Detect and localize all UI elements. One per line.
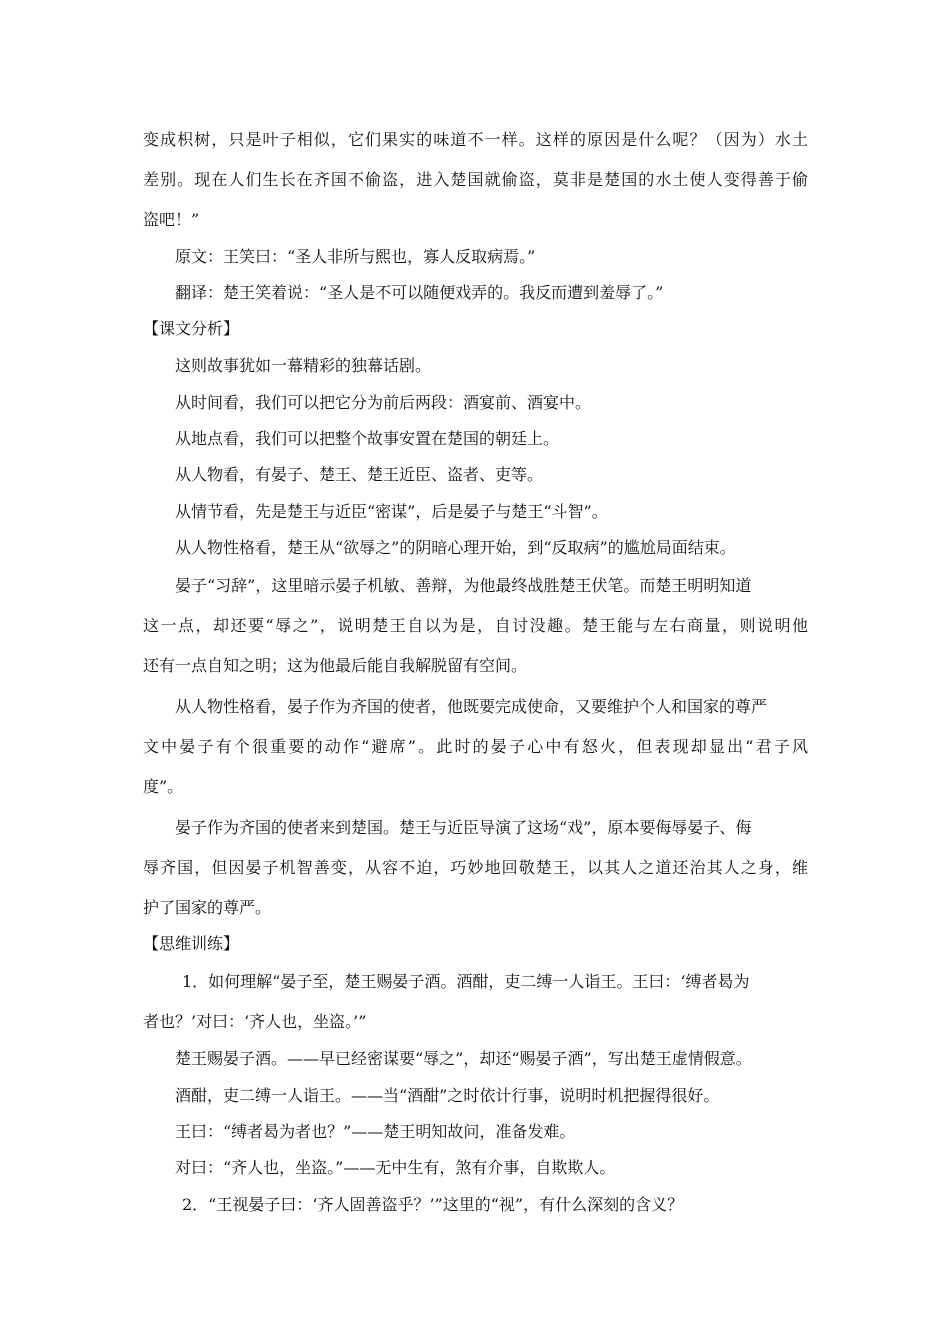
- text-line: 还有一点自知之明；这为他最后能自我解脱留有空间。: [143, 656, 528, 675]
- text-line: 变成枳树，只是叶子相似，它们果实的味道不一样。这样的原因是什么呢？（因为）水土: [143, 130, 808, 149]
- text-line: 晏子“习辞”，这里暗示晏子机敏、善辩，为他最终战胜楚王伏笔。而楚王明明知道: [175, 576, 752, 595]
- text-line: 这一点，却还要“辱之”，说明楚王自以为是，自讨没趣。楚王能与左右商量，则说明他: [143, 616, 808, 635]
- text-line: 度”。: [143, 777, 184, 796]
- answer-line: 对曰：“齐人也，坐盗。”——无中生有，煞有介事，自欺欺人。: [175, 1158, 616, 1177]
- text-line: 晏子作为齐国的使者来到楚国。楚王与近臣导演了这场“戏”，原本要侮辱晏子、侮: [175, 818, 752, 837]
- original-text-line: 原文：王笑曰：“圣人非所与熙也，寡人反取病焉。”: [175, 247, 536, 266]
- section-heading-thinking-training: 【思维训练】: [143, 934, 240, 953]
- text-line: 从人物性格看，楚王从“欲辱之”的阴暗心理开始，到“反取病”的尴尬局面结束。: [175, 538, 736, 557]
- text-line: 从时间看，我们可以把它分为前后两段：酒宴前、酒宴中。: [175, 393, 592, 412]
- text-line: 盗吧！”: [143, 210, 200, 229]
- question-line: 2．“王视晏子曰：‘齐人固善盗乎？’”这里的“视”，有什么深刻的含义？: [182, 1195, 684, 1214]
- text-line: 从地点看，我们可以把整个故事安置在楚国的朝廷上。: [175, 429, 560, 448]
- text-line: 从情节看，先是楚王与近臣“密谋”，后是晏子与楚王“斗智”。: [175, 502, 608, 521]
- translation-line: 翻译：楚王笑着说：“圣人是不可以随便戏弄的。我反而遭到羞辱了。”: [175, 283, 664, 302]
- text-line: 从人物看，有晏子、楚王、楚王近臣、盗者、吏等。: [175, 465, 544, 484]
- section-heading-text-analysis: 【课文分析】: [143, 319, 240, 338]
- text-line: 从人物性格看，晏子作为齐国的使者，他既要完成使命，又要维护个人和国家的尊严: [175, 697, 768, 716]
- text-line: 辱齐国，但因晏子机智善变，从容不迫，巧妙地回敬楚王，以其人之道还治其人之身，维: [143, 858, 808, 877]
- text-line: 护了国家的尊严。: [143, 898, 272, 917]
- answer-line: 王曰：“缚者曷为者也？”——楚王明知故问，准备发难。: [175, 1122, 576, 1141]
- answer-line: 楚王赐晏子酒。——早已经密谋要“辱之”，却还“赐晏子酒”，写出楚王虚情假意。: [175, 1049, 752, 1068]
- answer-line: 酒酣，吏二缚一人诣王。——当“酒酣”之时依计行事，说明时机把握得很好。: [175, 1086, 720, 1105]
- text-line: 差别。现在人们生长在齐国不偷盗，进入楚国就偷盗，莫非是楚国的水土使人变得善于偷: [143, 170, 808, 189]
- question-line: 者也？’对曰：‘齐人也，坐盗。’”: [143, 1012, 367, 1031]
- question-line: 1．如何理解“晏子至，楚王赐晏子酒。酒酣，吏二缚一人诣王。王曰：‘缚者曷为: [182, 972, 750, 991]
- text-line: 这则故事犹如一幕精彩的独幕话剧。: [175, 356, 432, 375]
- text-line: 文中晏子有个很重要的动作“避席”。此时的晏子心中有怒火，但表现却显出“君子风: [143, 737, 808, 756]
